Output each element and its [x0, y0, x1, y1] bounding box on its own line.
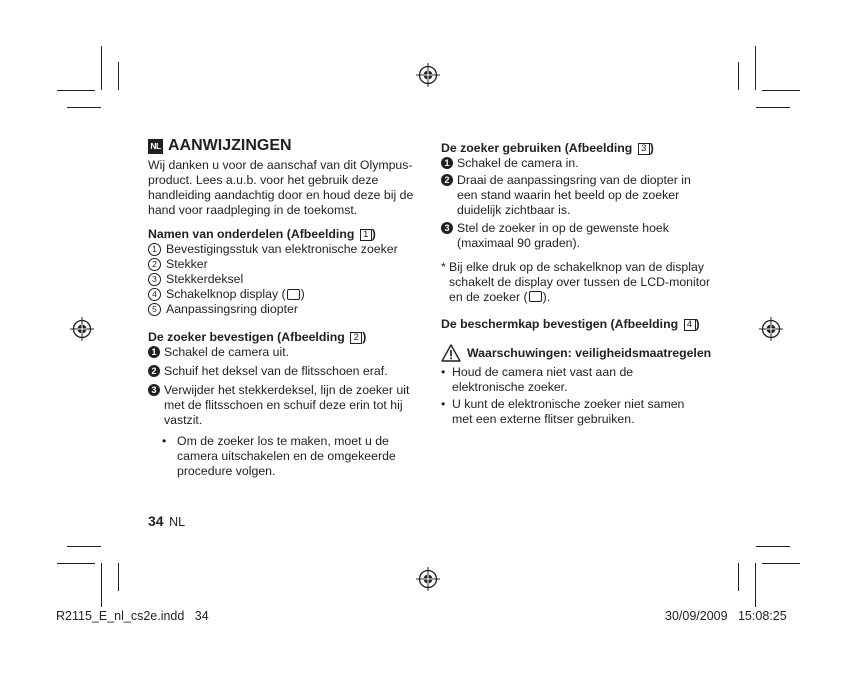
warning-item: • Houd de camera niet vast aan de elektronische zoeker. [441, 365, 634, 394]
crop-mark [118, 62, 119, 90]
crop-mark [755, 46, 756, 90]
slug-date: 30/09/2009 [665, 609, 728, 623]
figure-number: 2 [350, 332, 362, 344]
registration-mark-icon [416, 63, 440, 87]
registration-mark-icon [759, 317, 783, 341]
slug-right [665, 609, 787, 623]
figure-number: 4 [684, 319, 696, 331]
use-heading: De zoeker gebruiken (Afbeelding 3 ) [441, 141, 654, 155]
crop-mark [762, 90, 800, 91]
crop-mark [762, 563, 800, 564]
attach-heading: De zoeker bevestigen (Afbeelding 2 ) [148, 330, 367, 344]
crop-mark [67, 546, 101, 547]
attach-step: 1 Schakel de camera uit. [148, 345, 418, 360]
crop-mark [738, 563, 739, 591]
attach-note: • Om de zoeker los te maken, moet u de camera uitschakelen en de omgekeerde procedure volgen. [162, 434, 396, 478]
use-section [441, 141, 713, 305]
left-column [148, 137, 418, 479]
parts-item: 4 Schakelknop display ( ) [148, 287, 418, 302]
attach-step: 2 Schuif het deksel van de flitsschoen eraf. [148, 364, 418, 379]
warning-item: • U kunt de elektronische zoeker niet samen met een externe flitser gebruiken. [441, 397, 685, 426]
use-step: 2 Draai de aanpassingsring van de diopter in een stand waarin het beeld op de zoeker duidelijk zichtbaar is. [441, 173, 713, 218]
page-title [148, 137, 418, 155]
parts-section [148, 227, 418, 317]
parts-item: 1 Bevestigingsstuk van elektronische zoeker [148, 242, 418, 257]
attach-step: 3 Verwijder het stekkerdeksel, lijn de zoeker uit met de flitsschoen en schuif deze erin tot hij vastzit. [148, 383, 418, 428]
slug-page: 34 [194, 609, 209, 623]
crop-mark [101, 46, 102, 90]
crop-mark [101, 563, 102, 607]
use-step: 1 Schakel de camera in. [441, 156, 713, 171]
use-footnote: * Bij elke druk op de schakelknop van de display schakelt de display over tussen de LCD-monitor en de zoeker ( ). [441, 260, 711, 304]
display-toggle-icon [287, 289, 300, 300]
slug-left [56, 609, 209, 623]
warnings-heading: Waarschuwingen: veiligheidsmaatregelen [441, 344, 713, 362]
title-text: AANWIJZINGEN [168, 137, 292, 154]
language-badge: NL [148, 139, 163, 154]
parts-item: 3 Stekkerdeksel [148, 272, 418, 287]
crop-mark [57, 563, 95, 564]
slug-time: 15:08:25 [737, 609, 787, 623]
crop-mark [756, 546, 790, 547]
crop-mark [738, 62, 739, 90]
registration-mark-icon [70, 317, 94, 341]
cap-heading: De beschermkap bevestigen (Afbeelding 4 ) [441, 317, 700, 331]
attach-section [148, 330, 418, 479]
slug-file: R2115_E_nl_cs2e.indd [56, 609, 185, 623]
right-column [441, 141, 713, 427]
crop-mark [57, 90, 95, 91]
use-step: 3 Stel de zoeker in op de gewenste hoek (maximaal 90 graden). [441, 221, 713, 251]
registration-mark-icon [416, 567, 440, 591]
parts-item: 2 Stekker [148, 257, 418, 272]
crop-mark [118, 563, 119, 591]
crop-mark [756, 107, 790, 108]
crop-mark [755, 563, 756, 607]
crop-mark [67, 107, 101, 108]
figure-number: 1 [360, 229, 372, 241]
parts-item: 5 Aanpassingsring diopter [148, 302, 418, 317]
warning-icon [441, 344, 461, 362]
display-toggle-icon [529, 291, 542, 302]
figure-number: 3 [638, 143, 650, 155]
intro-paragraph: Wij danken u voor de aanschaf van dit Olympus-product. Lees a.u.b. voor het gebruik deze handleiding aandachtig door en houd deze bij de hand voor raadpleging in de toekomst. [148, 158, 414, 217]
warnings-section [441, 344, 713, 427]
page-number: 34 NL [148, 513, 186, 529]
parts-heading: Namen van onderdelen (Afbeelding 1 ) [148, 227, 376, 241]
